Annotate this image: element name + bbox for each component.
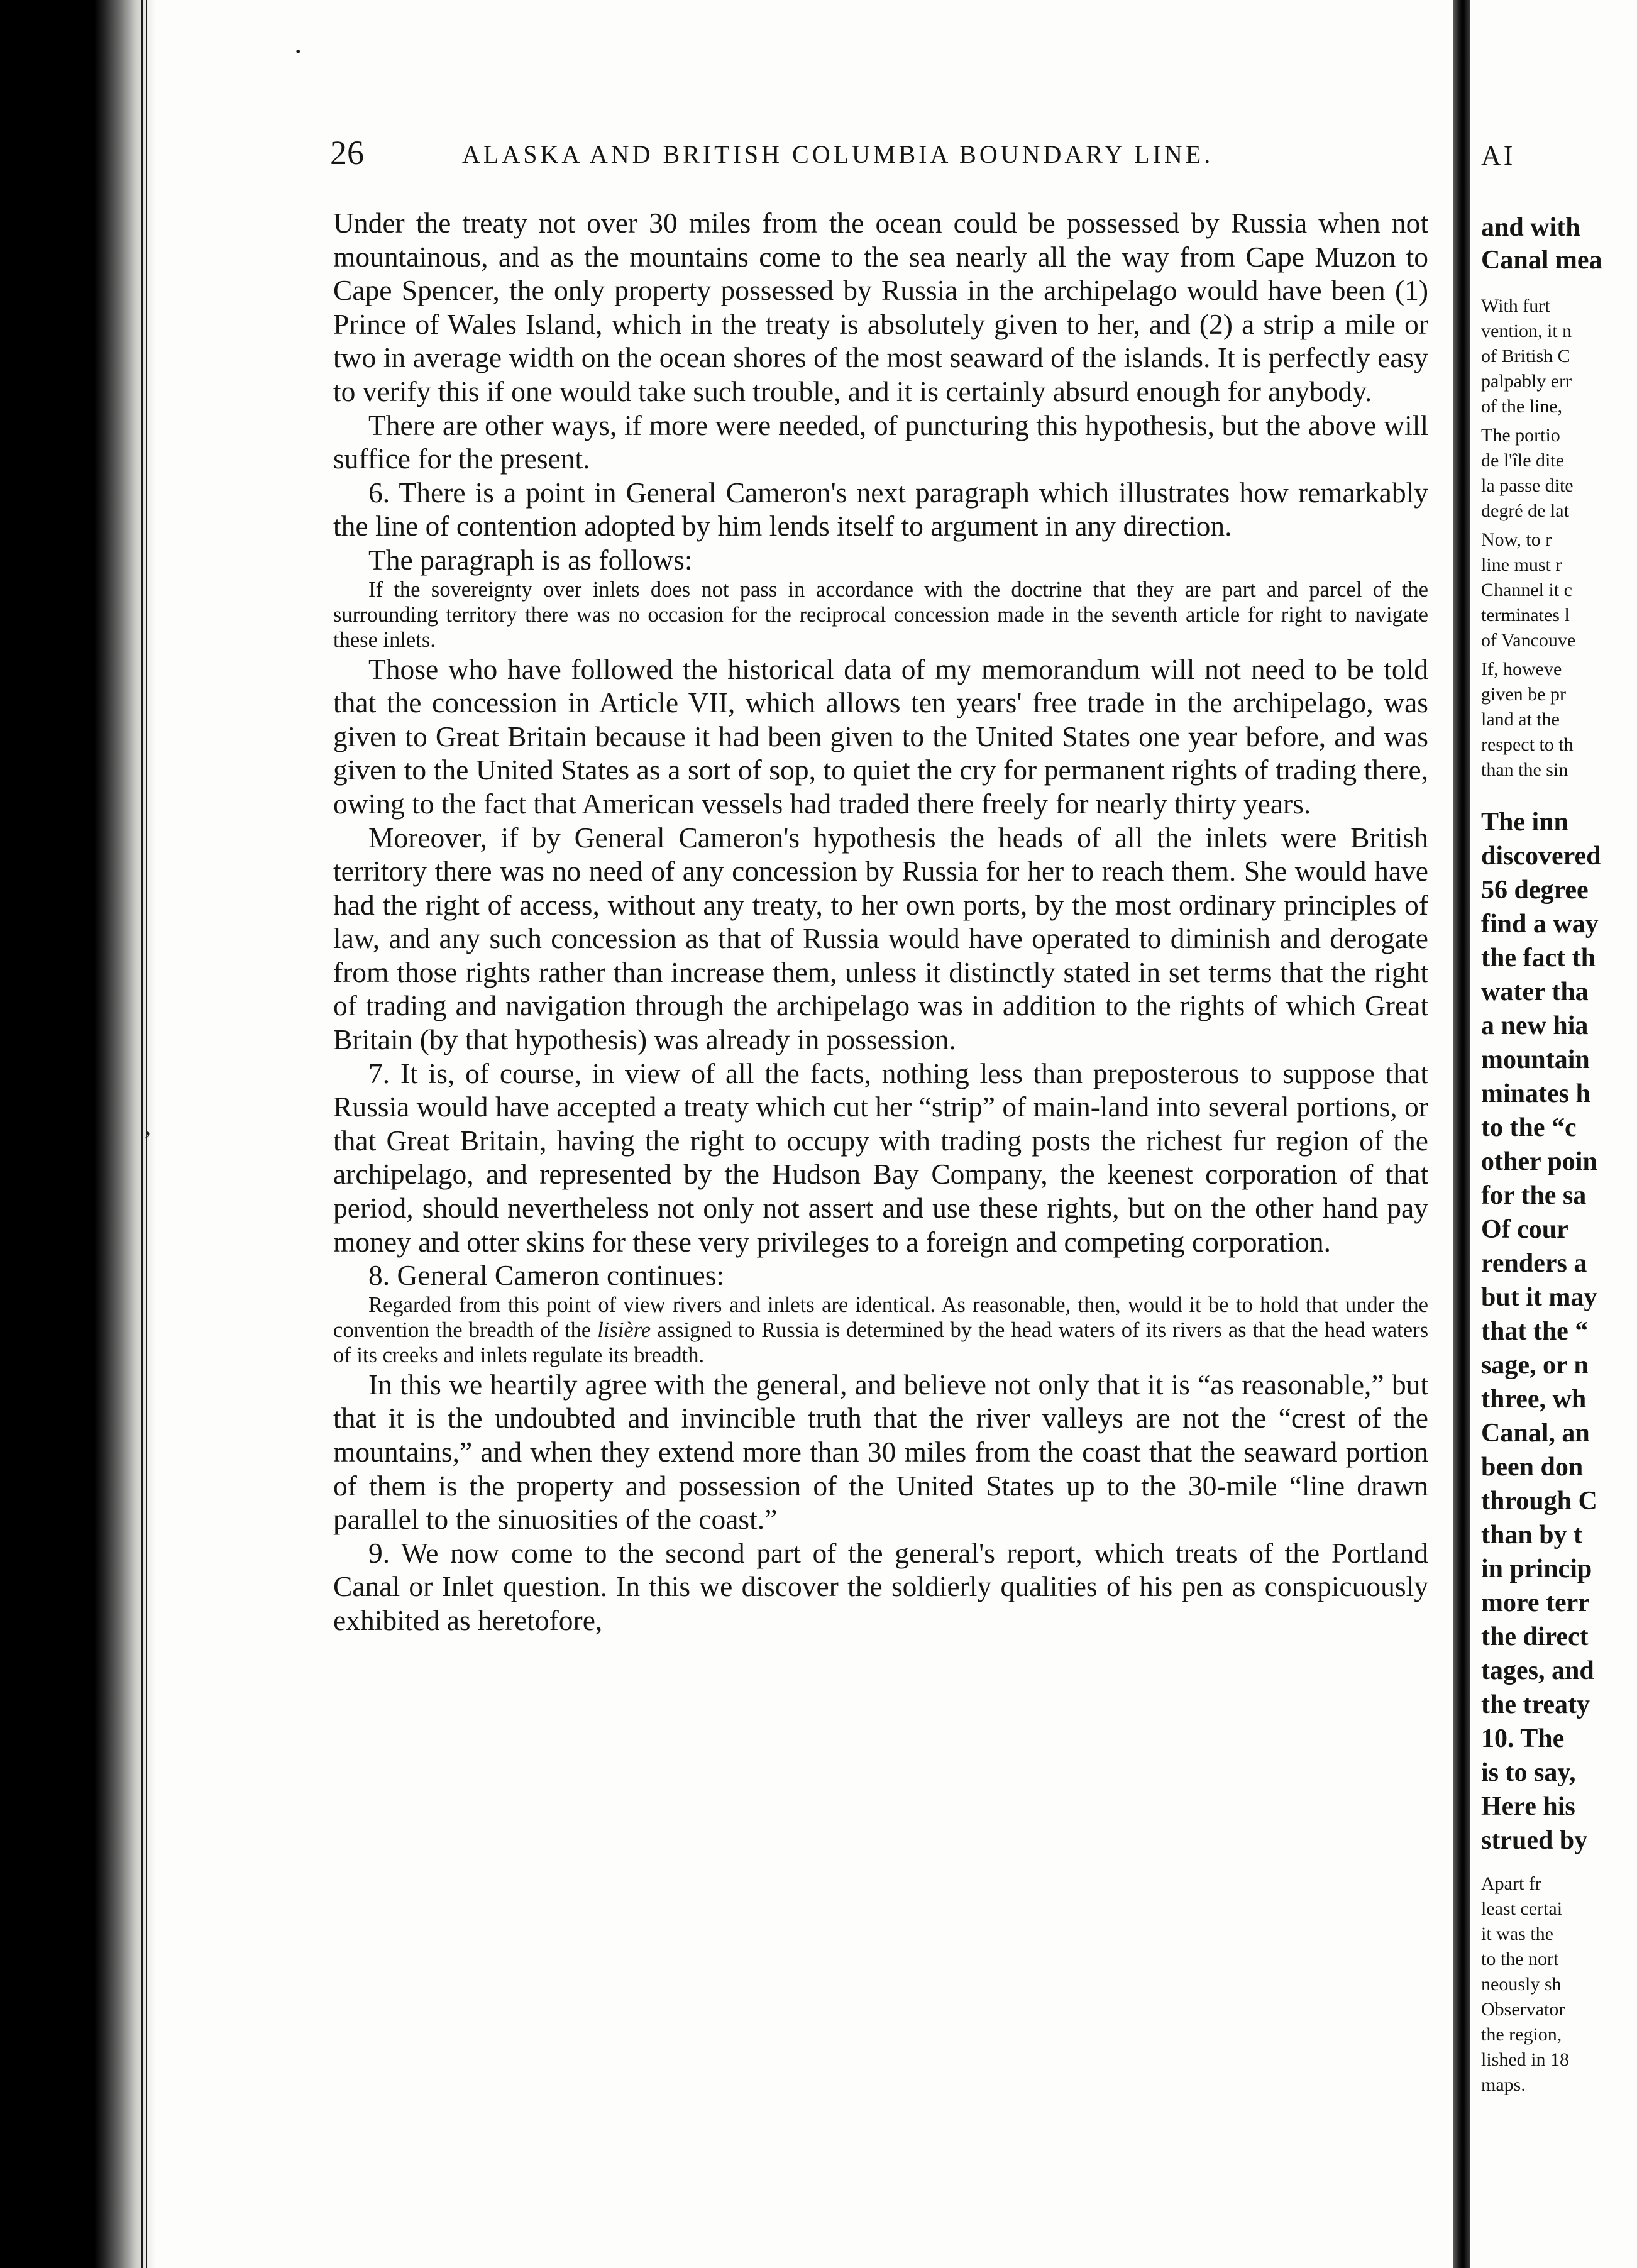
adjacent-text-line: three, wh [1481, 1385, 1587, 1414]
adjacent-text-line: given be pr [1481, 684, 1566, 705]
adjacent-text-line: Apart fr [1481, 1873, 1541, 1894]
adjacent-text-line: the treaty [1481, 1690, 1590, 1719]
adjacent-text-line: mountain [1481, 1045, 1590, 1074]
adjacent-text-line: the fact th [1481, 944, 1596, 972]
adjacent-text-line: With furt [1481, 295, 1550, 316]
adjacent-text-line: de l'île dite [1481, 450, 1565, 471]
adjacent-text-line: and with [1481, 213, 1580, 242]
page-gutter [1453, 0, 1470, 2268]
adjacent-text-line: Observator [1481, 1999, 1565, 2020]
paragraph: Under the treaty not over 30 miles from the ocean could be possessed by Russia when not mountainous, and as the mountains come to the sea nearly all the way from Cape Muzon to Cape Spencer, the only property possessed by Russia in the archipelago would have been (1) Prince of Wales Island, which in the treaty is absolutely given to her, and (2) a strip a mile or two in average width on the ocean shores of the most seaward of the islands. It is perfectly easy to verify this if one would take such trouble, and it is certainly absurd enough for anybody. [333, 207, 1428, 407]
adjacent-text-line: least certai [1481, 1898, 1563, 1919]
paragraph: There are other ways, if more were needed, of puncturing this hypothesis, but the above will suffice for the present. [333, 409, 1428, 475]
adjacent-text-line: 10. The [1481, 1724, 1565, 1753]
adjacent-text-line: other poin [1481, 1147, 1597, 1176]
adjacent-text-line: strued by [1481, 1826, 1588, 1855]
adjacent-text-line: Canal, an [1481, 1419, 1590, 1448]
paragraph: 7. It is, of course, in view of all the facts, nothing less than preposterous to suppose that Russia would have accepted a treaty which cut her “strip” of main-land into several portions, or that Great Britain, having the right to occupy with trading posts the richest fur region of the archipelago, and represented by the Hudson Bay Company, the keenest corporation of that period, should nevertheless not only not assert and use these rights, but on the other hand pay money and otter skins for these very privileges to a foreign and competing corporation. [333, 1057, 1428, 1258]
adjacent-text-line: lished in 18 [1481, 2049, 1569, 2070]
adjacent-text-line: that the “ [1481, 1317, 1589, 1346]
adjacent-text-line: neously sh [1481, 1974, 1562, 1995]
paragraph: 9. We now come to the second part of the general's report, which treats of the Portland Canal or Inlet question. In this we discover the soldierly qualities of his pen as conspicuously exhibited as heretofore, [333, 1536, 1428, 1636]
adjacent-text-line: maps. [1481, 2074, 1526, 2095]
paragraph: 6. There is a point in General Cameron's next paragraph which illustrates how remarkably the line of contention adopted by him lends itself to argument in any direction. [333, 476, 1428, 542]
adjacent-text-line: land at the [1481, 709, 1560, 730]
adjacent-text-line: of Vancouve [1481, 630, 1576, 651]
adjacent-text-line: but it may [1481, 1283, 1597, 1312]
adjacent-text-line: in princip [1481, 1555, 1592, 1583]
adjacent-text-line: of the line, [1481, 396, 1563, 417]
speck-mark: • [295, 44, 301, 60]
paragraph: Moreover, if by General Cameron's hypothesis the heads of all the inlets were British territory there was no need of any concession by Russia for her to reach them. She would have had the right of access, without any treaty, to her own ports, by the most ordinary principles of law, and any such concession as that of Russia would have operated to diminish and derogate from those rights rather than increase them, unless it distinctly stated in set terms that the right of trading and navigation through the archipelago was in addition to the rights of which Great Britain (by that hypothesis) was already in possession. [333, 821, 1428, 1056]
adjacent-text-line: terminates l [1481, 605, 1570, 625]
paragraph: Those who have followed the historical data of my memorandum will not need to be told that the concession in Article VII, which allows ten years' free trade in the archipelago, was given to Great Britain because it had been given to the United States one year before, and was given to the United States as a sort of sop, to quiet the cry for permanent rights of trading there, owing to the fact that American vessels had traded there freely for nearly thirty years. [333, 652, 1428, 820]
adjacent-text-line: find a way [1481, 910, 1599, 939]
adjacent-text-line: Of cour [1481, 1215, 1568, 1244]
paragraph: 8. General Cameron continues: [368, 1259, 725, 1292]
adjacent-text-line: been don [1481, 1453, 1584, 1482]
quote-italic-term: lisière [597, 1318, 651, 1342]
adjacent-text-line: through C [1481, 1487, 1597, 1516]
block-quote [333, 1292, 1428, 1368]
adjacent-text-line: Channel it c [1481, 580, 1572, 600]
adjacent-text-line: If, howeve [1481, 659, 1562, 680]
adjacent-text-line: more terr [1481, 1588, 1590, 1617]
page-header [330, 133, 1430, 177]
paragraph: The paragraph is as follows: [368, 543, 693, 576]
adjacent-text-line: The portio [1481, 425, 1560, 446]
adjacent-running-title: AI [1481, 140, 1516, 171]
adjacent-text-line: than by t [1481, 1521, 1583, 1550]
adjacent-text-line: minates h [1481, 1079, 1590, 1108]
adjacent-text-line: than the sin [1481, 759, 1568, 780]
adjacent-text-line: degré de lat [1481, 500, 1569, 521]
adjacent-text-line: 56 degree [1481, 876, 1589, 905]
adjacent-text-line: renders a [1481, 1249, 1587, 1278]
adjacent-text-line: sage, or n [1481, 1351, 1589, 1380]
adjacent-text-line: is to say, [1481, 1758, 1576, 1787]
adjacent-text-line: for the sa [1481, 1181, 1587, 1210]
scan-edge-line [141, 0, 143, 2268]
page-number: 26 [330, 134, 364, 172]
running-title: ALASKA AND BRITISH COLUMBIA BOUNDARY LINE. [462, 140, 1214, 168]
adjacent-text-line: discovered [1481, 842, 1601, 871]
adjacent-text-line: The inn [1481, 808, 1568, 837]
block-quote: If the sovereignty over inlets does not pass in accordance with the doctrine that they are part and parcel of the surrounding territory there was no occasion for the reciprocal concession made in the seventh article for right to navigate these inlets. [333, 577, 1428, 652]
adjacent-text-line: tages, and [1481, 1656, 1594, 1685]
adjacent-text-line: of British C [1481, 346, 1570, 366]
page-body [333, 206, 1428, 1638]
adjacent-text-line: to the “c [1481, 1113, 1577, 1142]
adjacent-text-line: vention, it n [1481, 321, 1572, 341]
adjacent-text-line: la passe dite [1481, 475, 1574, 496]
adjacent-text-line: line must r [1481, 554, 1562, 575]
adjacent-text-line: palpably err [1481, 371, 1572, 392]
adjacent-page [1470, 0, 1637, 2268]
adjacent-text-line: the direct [1481, 1622, 1589, 1651]
quote-text: Regarded from this point of view rivers and inlets are identical. As reasonable, then, would it be to hold that under the convention the breadth of the [333, 1292, 1428, 1342]
adjacent-text-line: the region, [1481, 2024, 1562, 2045]
adjacent-text-line: it was the [1481, 1924, 1553, 1944]
scan-edge-left [0, 0, 156, 2268]
quote-text: assigned to Russia is determined by the head waters of its rivers as that the head waters of its creeks and inlets regulate its breadth. [333, 1318, 1428, 1367]
adjacent-text-line: a new hia [1481, 1011, 1589, 1040]
speck-mark: ’ [143, 1126, 152, 1154]
paragraph: In this we heartily agree with the general, and believe not only that it is “as reasonable,” but that it is the undoubted and invincible truth that the river valleys are not the “crest of the mountains,” and when they extend more than 30 miles from the coast that the seaward portion of them is the property and possession of the United States up to the 30-mile “line drawn parallel to the sinuosities of the coast.” [333, 1368, 1428, 1536]
adjacent-text-line: respect to th [1481, 734, 1574, 755]
adjacent-text-line: Canal mea [1481, 246, 1602, 275]
adjacent-text-line: water tha [1481, 977, 1589, 1006]
adjacent-text-line: Here his [1481, 1792, 1575, 1821]
adjacent-text-line: Now, to r [1481, 529, 1552, 550]
adjacent-text-line: to the nort [1481, 1949, 1559, 1969]
